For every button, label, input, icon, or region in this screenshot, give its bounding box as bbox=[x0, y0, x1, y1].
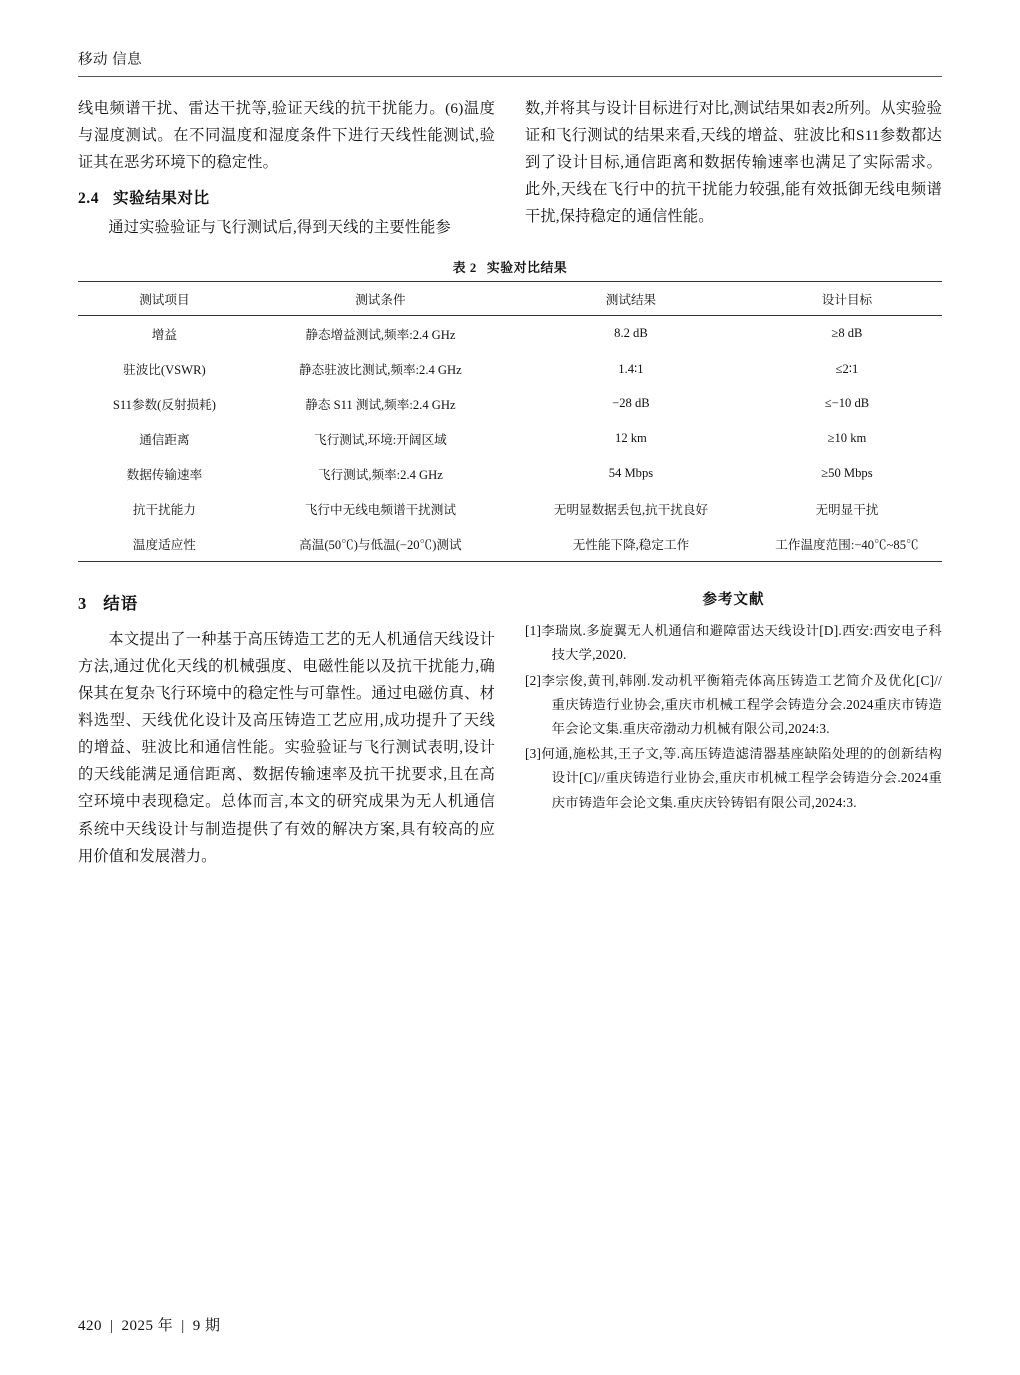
running-head: 移动 信息 bbox=[78, 52, 143, 68]
table-cell: S11参数(反射损耗) bbox=[112, 398, 216, 413]
table-caption-title: 实验对比结果 bbox=[486, 261, 568, 276]
references-title: 参考文献 bbox=[702, 592, 765, 609]
table-header-row bbox=[78, 282, 942, 316]
table-caption-label: 表 2 bbox=[452, 261, 477, 276]
reference-item: [3]何通,施松其,王子文,等.高压铸造滤清器基座缺陷处理的的创新结构设计[C]//重庆铸造行业协会,重庆市机械工程学会铸造分会.2024重庆市铸造年会论文集.重庆庆铃铸铝有限公司,2024:3. bbox=[525, 746, 942, 810]
table-cell: 无性能下降,稳定工作 bbox=[510, 526, 752, 562]
table-cell: 静态驻波比测试,频率:2.4 GHz bbox=[299, 363, 462, 378]
reference-item: [2]李宗俊,黄刊,韩刚.发动机平衡箱壳体高压铸造工艺简介及优化[C]//重庆铸造行业协会,重庆市机械工程学会铸造分会.2024重庆市铸造年会论文集.重庆帝渤动力机械有限公司,2024:3. bbox=[525, 672, 942, 736]
table-cell: 高温(50℃)与低温(−20℃)测试 bbox=[251, 526, 510, 562]
table-cell: 无明显干扰 bbox=[815, 503, 879, 518]
table-header-cell: 测试结果 bbox=[510, 282, 752, 316]
table-cell: 增益 bbox=[151, 328, 177, 343]
footer-issue: 9 期 bbox=[192, 1318, 221, 1334]
section-title: 结语 bbox=[103, 594, 139, 614]
table-cell: 数据传输速率 bbox=[126, 468, 203, 483]
table-cell: 飞行测试,环境:开阔区域 bbox=[314, 433, 447, 448]
table-cell: 54 Mbps bbox=[608, 466, 654, 481]
reference-item: [1]李瑞岚.多旋翼无人机通信和避障雷达天线设计[D].西安:西安电子科技大学,2020. bbox=[525, 623, 942, 663]
table-row bbox=[78, 526, 942, 562]
table-cell: 温度适应性 bbox=[78, 526, 251, 562]
right-column-bottom bbox=[525, 584, 942, 871]
table-cell: 工作温度范围:−40℃~85℃ bbox=[752, 526, 942, 562]
conclusion-paragraph: 本文提出了一种基于高压铸造工艺的无人机通信天线设计方法,通过优化天线的机械强度、电磁性能以及抗干扰能力,确保其在复杂飞行环境中的稳定性与可靠性。通过电磁仿真、材料选型、天线优化设计及高压铸造工艺应用,成功提升了天线的增益、驻波比和通信性能。实验验证与飞行测试表明,设计的天线能满足通信距离、数据传输速率及抗干扰要求,且在高空环境中表现稳定。总体而言,本文的研究成果为无人机通信系统中天线设计与制造提供了有效的解决方案,具有较高的应用价值和发展潜力。 bbox=[78, 631, 495, 865]
table-row bbox=[78, 351, 942, 386]
bottom-columns bbox=[78, 584, 942, 871]
table-cell: 驻波比(VSWR) bbox=[123, 363, 206, 378]
table-cell: 无明显数据丢包,抗干扰良好 bbox=[553, 503, 709, 518]
table-cell: 静态 S11 测试,频率:2.4 GHz bbox=[305, 398, 456, 413]
top-columns bbox=[78, 95, 942, 243]
table-cell: ≤−10 dB bbox=[824, 396, 870, 411]
left-column-bottom bbox=[78, 584, 495, 871]
results-table-block bbox=[78, 257, 942, 562]
table-header-cell: 测试项目 bbox=[78, 282, 251, 316]
table-cell: 通信距离 bbox=[139, 433, 190, 448]
footer-divider: | bbox=[110, 1318, 114, 1334]
table-cell: ≥10 km bbox=[827, 431, 867, 446]
running-head-rule bbox=[78, 76, 942, 77]
table-cell: 抗干扰能力 bbox=[132, 503, 196, 518]
table-cell: 静态增益测试,频率:2.4 GHz bbox=[305, 328, 456, 343]
right-paragraph-1: 数,并将其与设计目标进行对比,测试结果如表2所列。从实验验证和飞行测试的结果来看,天线的增益、驻波比和S11参数都达到了设计目标,通信距离和数据传输速率也满足了实际需求。此外,天线在飞行中的抗干扰能力较强,能有效抵御无线电频谱干扰,保持稳定的通信性能。 bbox=[525, 100, 942, 226]
footer-year: 2025 年 bbox=[121, 1318, 174, 1334]
subsection-number: 2.4 bbox=[78, 190, 99, 208]
table-cell: 8.2 dB bbox=[614, 326, 648, 341]
table-row bbox=[78, 386, 942, 421]
table-row bbox=[78, 421, 942, 456]
footer-page-number: 420 bbox=[78, 1318, 102, 1334]
footer-divider: | bbox=[181, 1318, 185, 1334]
table-cell: ≥8 dB bbox=[831, 326, 863, 341]
table-cell: 飞行中无线电频谱干扰测试 bbox=[304, 503, 456, 518]
table-row bbox=[78, 456, 942, 491]
table-row bbox=[78, 491, 942, 526]
table-caption bbox=[78, 257, 942, 276]
subsection-title: 实验结果对比 bbox=[113, 190, 210, 208]
table-cell: 1.4∶1 bbox=[618, 361, 644, 376]
table-cell: 12 km bbox=[615, 431, 647, 446]
table-cell: 飞行测试,频率:2.4 GHz bbox=[317, 468, 443, 483]
table-cell: −28 dB bbox=[612, 396, 650, 411]
page-footer bbox=[78, 1314, 221, 1335]
section-number: 3 bbox=[78, 594, 88, 614]
results-table bbox=[78, 281, 942, 562]
section-heading-conclusion bbox=[78, 590, 495, 614]
table-row bbox=[78, 316, 942, 352]
table-cell: ≥50 Mbps bbox=[821, 466, 873, 481]
left-paragraph-2: 通过实验验证与飞行测试后,得到天线的主要性能参 bbox=[108, 219, 451, 237]
table-cell: ≤2∶1 bbox=[835, 361, 859, 376]
left-column-top bbox=[78, 95, 495, 243]
right-column-top bbox=[525, 95, 942, 243]
table-header-cell: 测试条件 bbox=[251, 282, 510, 316]
left-paragraph-1: 线电频谱干扰、雷达干扰等,验证天线的抗干扰能力。(6)温度与湿度测试。在不同温度和湿度条件下进行天线性能测试,验证其在恶劣环境下的稳定性。 bbox=[78, 100, 495, 172]
table-header-cell: 设计目标 bbox=[752, 282, 942, 316]
subsection-heading bbox=[78, 186, 495, 208]
